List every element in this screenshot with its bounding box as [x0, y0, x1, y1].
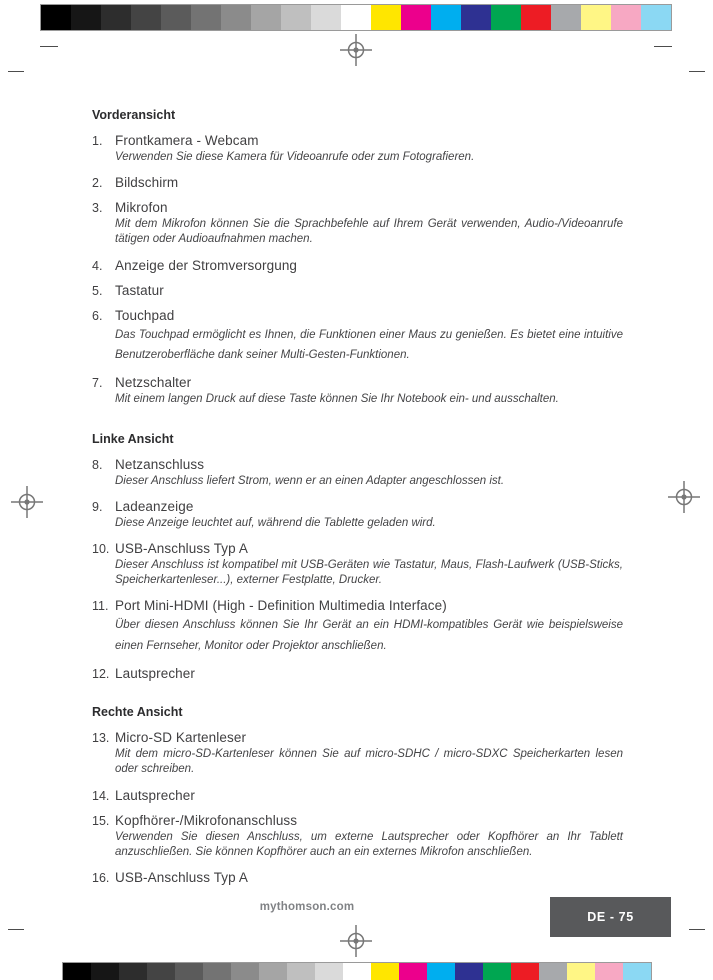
color-swatch	[203, 963, 231, 980]
list-item	[92, 457, 623, 489]
item-title: Lautsprecher	[115, 787, 195, 803]
list-item	[92, 541, 623, 588]
list-item	[92, 375, 623, 407]
item-title: Bildschirm	[115, 175, 179, 191]
item-description: Dieser Anschluss ist kompatibel mit USB-Geräten wie Tastatur, Maus, Flash-Laufwerk (USB-Sticks, Speicherkartenleser...), externer Festplatte, Drucker.	[115, 558, 623, 587]
section-heading: Rechte Ansicht	[92, 705, 183, 720]
color-swatch	[119, 963, 147, 980]
item-description: Mit dem micro-SD-Kartenleser können Sie auf micro-SDHC / micro-SDXC Speicherkarten lesen oder schreiben.	[115, 748, 623, 776]
crop-mark	[689, 929, 705, 930]
color-swatch	[491, 5, 521, 30]
item-number: 7.	[92, 376, 103, 391]
color-swatch	[41, 5, 71, 30]
color-swatch	[611, 5, 641, 30]
section-vorderansicht	[92, 108, 623, 408]
color-swatch	[311, 5, 341, 30]
item-title: Port Mini-HDMI (High - Definition Multimedia Interface)	[115, 598, 447, 614]
color-swatch	[343, 963, 371, 980]
item-title: USB-Anschluss Typ A	[115, 540, 248, 556]
print-calibration-bar-bottom	[62, 962, 652, 980]
crop-mark	[689, 71, 705, 72]
item-title: Micro-SD Kartenleser	[115, 730, 247, 746]
color-swatch	[101, 5, 131, 30]
item-number: 12.	[92, 667, 110, 682]
color-swatch	[623, 963, 651, 980]
color-swatch	[521, 5, 551, 30]
document-content	[92, 108, 623, 895]
color-swatch	[427, 963, 455, 980]
item-number: 5.	[92, 283, 103, 298]
registration-mark-top-icon	[340, 34, 372, 66]
color-swatch	[595, 963, 623, 980]
list-item	[92, 200, 623, 247]
registration-mark-bottom-icon	[340, 925, 372, 957]
color-swatch	[147, 963, 175, 980]
color-swatch	[71, 5, 101, 30]
list-item	[92, 598, 623, 656]
item-number: 3.	[92, 201, 103, 216]
color-swatch	[191, 5, 221, 30]
item-number: 11.	[92, 599, 109, 614]
color-swatch	[641, 5, 671, 30]
item-number: 15.	[92, 813, 110, 828]
item-number: 16.	[92, 870, 110, 885]
item-description: Mit dem Mikrofon können Sie die Sprachbefehle auf Ihrem Gerät verwenden, Audio-/Videoanrufe tätigen oder Audioaufnahmen machen.	[115, 218, 623, 246]
color-swatch	[131, 5, 161, 30]
item-title: Ladeanzeige	[115, 498, 194, 514]
item-description: Das Touchpad ermöglicht es Ihnen, die Funktionen einer Maus zu genießen. Es bietet eine intuitive Benutzeroberfläche dank seiner Multi-Gesten-Funktionen.	[115, 328, 623, 361]
item-number: 13.	[92, 731, 110, 746]
item-title: Tastatur	[115, 282, 164, 298]
registration-mark-left-icon	[11, 486, 43, 518]
color-swatch	[539, 963, 567, 980]
list-item	[92, 499, 623, 531]
color-swatch	[251, 5, 281, 30]
color-swatch	[567, 963, 595, 980]
crop-mark	[654, 46, 672, 47]
list-item	[92, 666, 623, 681]
print-calibration-bar-top	[40, 4, 672, 31]
item-number: 10.	[92, 541, 110, 556]
item-title: Netzschalter	[115, 375, 192, 391]
color-swatch	[483, 963, 511, 980]
color-swatch	[259, 963, 287, 980]
registration-mark-right-icon	[668, 481, 700, 513]
color-swatch	[431, 5, 461, 30]
color-swatch	[315, 963, 343, 980]
color-swatch	[221, 5, 251, 30]
item-description: Dieser Anschluss liefert Strom, wenn er an einen Adapter angeschlossen ist.	[115, 474, 505, 487]
item-title: Touchpad	[115, 307, 175, 323]
crop-mark	[40, 46, 58, 47]
item-title: USB-Anschluss Typ A	[115, 869, 248, 885]
color-swatch	[161, 5, 191, 30]
section-linke-ansicht	[92, 432, 623, 682]
list-item	[92, 813, 623, 860]
color-swatch	[281, 5, 311, 30]
item-description: Mit einem langen Druck auf diese Taste können Sie Ihr Notebook ein- und ausschalten.	[115, 393, 559, 406]
list-item	[92, 730, 623, 777]
item-title: Mikrofon	[115, 200, 168, 216]
list-item	[92, 258, 623, 273]
item-number: 6.	[92, 308, 103, 323]
color-swatch	[371, 5, 401, 30]
color-swatch	[511, 963, 539, 980]
list-item	[92, 788, 623, 803]
section-heading: Linke Ansicht	[92, 431, 174, 446]
color-swatch	[91, 963, 119, 980]
color-swatch	[551, 5, 581, 30]
page-number-label: DE - 75	[587, 910, 634, 924]
section-rechte-ansicht	[92, 705, 623, 885]
item-title: Kopfhörer-/Mikrofonanschluss	[115, 812, 298, 828]
color-swatch	[461, 5, 491, 30]
item-title: Lautsprecher	[115, 666, 195, 682]
item-description: Über diesen Anschluss können Sie Ihr Gerät an ein HDMI-kompatibles Gerät wie beispielsweise einen Fernseher, Monitor oder Projektor anschließen.	[115, 619, 623, 652]
item-description: Diese Anzeige leuchtet auf, während die Tablette geladen wird.	[115, 516, 436, 529]
list-item	[92, 283, 623, 298]
color-swatch	[401, 5, 431, 30]
page-number-badge	[550, 897, 671, 937]
color-swatch	[455, 963, 483, 980]
color-swatch	[231, 963, 259, 980]
item-title: Anzeige der Stromversorgung	[115, 257, 298, 273]
item-number: 9.	[92, 499, 103, 514]
list-item	[92, 175, 623, 190]
item-number: 4.	[92, 258, 103, 273]
color-swatch	[341, 5, 371, 30]
item-title: Netzanschluss	[115, 456, 205, 472]
footer-url: mythomson.com	[259, 901, 355, 913]
item-number: 2.	[92, 176, 103, 191]
color-swatch	[371, 963, 399, 980]
item-title: Frontkamera - Webcam	[115, 133, 259, 148]
list-item	[92, 308, 623, 366]
item-number: 8.	[92, 457, 103, 472]
item-description: Verwenden Sie diesen Anschluss, um externe Lautsprecher oder Kopfhörer an Ihr Tablett anzuschließen. Sie können Kopfhörer auch an ein externes Mikrofon anschließen.	[115, 830, 623, 858]
list-item	[92, 870, 623, 885]
item-number: 1.	[92, 134, 103, 148]
crop-mark	[8, 929, 24, 930]
color-swatch	[287, 963, 315, 980]
color-swatch	[581, 5, 611, 30]
item-number: 14.	[92, 788, 110, 803]
section-heading: Vorderansicht	[92, 108, 176, 122]
item-description: Verwenden Sie diese Kamera für Videoanrufe oder zum Fotografieren.	[115, 151, 475, 163]
color-swatch	[175, 963, 203, 980]
crop-mark	[8, 71, 24, 72]
list-item	[92, 133, 623, 165]
color-swatch	[63, 963, 91, 980]
color-swatch	[399, 963, 427, 980]
